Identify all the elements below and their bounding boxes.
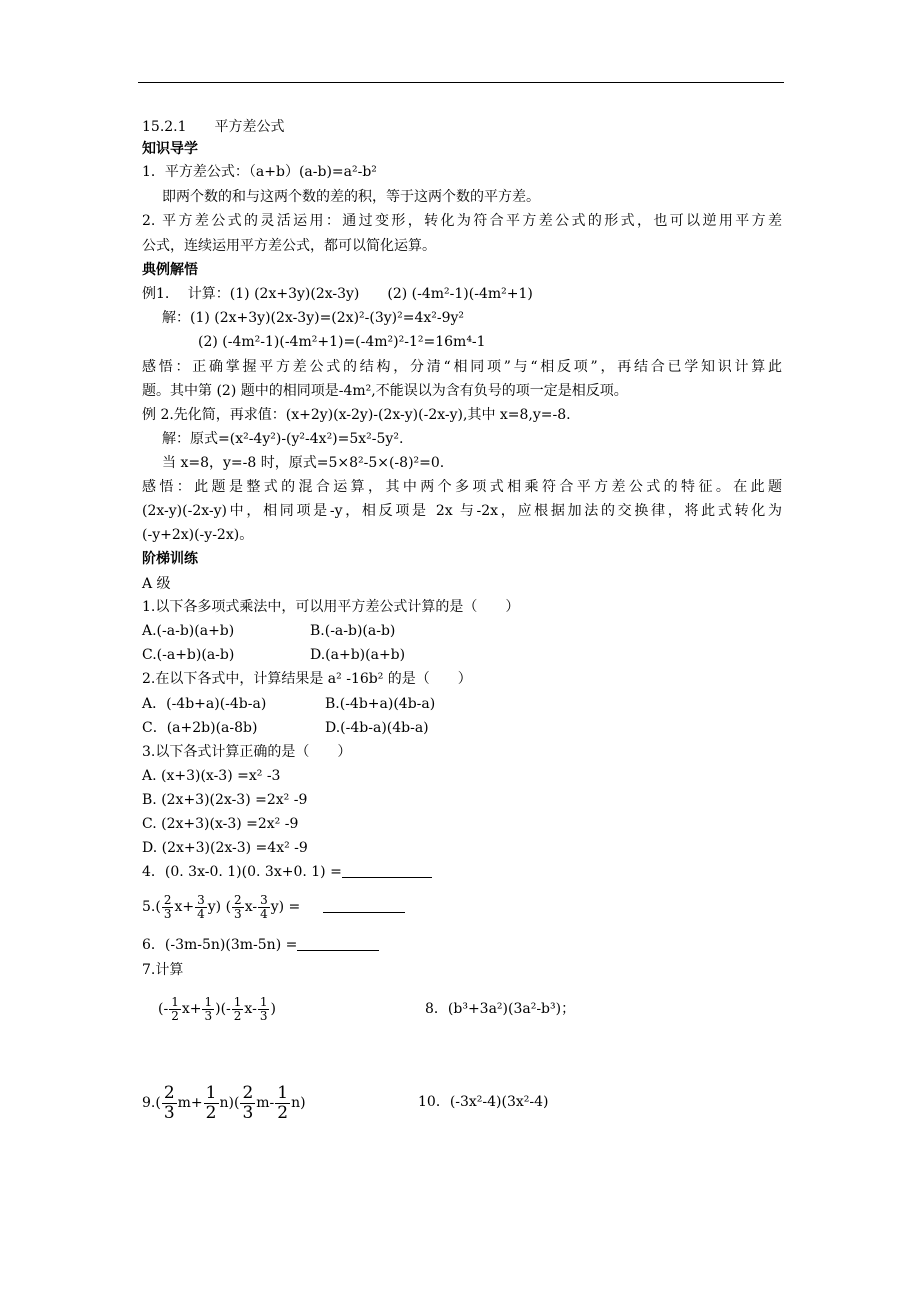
level-label: A 级	[142, 576, 171, 592]
knowledge-formula: 1．平方差公式：（a+b）(a-b)=a²-b²	[142, 164, 377, 180]
q7-label: 7.计算	[142, 962, 184, 978]
q3-option-a: A. (x+3)(x-3) =x² -3	[142, 768, 281, 784]
q7-expression: (- $\frac{1}{2}$ x+ $\frac{1}{3}$ )(- $\frac{1}{2}$ x- $\frac{1}{3}$ )	[158, 994, 276, 1023]
q7-fraction: $\frac{1}{3}$	[204, 994, 213, 1023]
example2-solution-1: 解：原式=(x²-4y²)-(y²-4x²)=5x²-5y².	[162, 431, 404, 447]
q1-option-c: C.(-a+b)(a-b)	[142, 647, 235, 663]
example1-solution-1: 解：(1) (2x+3y)(2x-3y)=(2x)²-(3y)²=4x²-9y²	[162, 310, 465, 326]
q9-fraction: $\frac{2}{3}$	[163, 1082, 175, 1123]
q3-option-d: D. (2x+3)(2x-3) =4x² -9	[142, 840, 308, 856]
q1-option-a: A.(-a-b)(a+b)	[142, 623, 235, 639]
q4	[142, 862, 432, 882]
q1-option-d: D.(a+b)(a+b)	[310, 647, 406, 663]
q8-expression: 8．(b³+3a²)(3a²-b³)；	[425, 1001, 576, 1017]
q3-option-c: C. (2x+3)(x-3) =2x² -9	[142, 816, 299, 832]
knowledge-usage-line2: 公式，连续运用平方差公式，都可以简化运算。	[142, 238, 436, 254]
q5-label: 5.	[142, 899, 156, 915]
q5-fraction: $\frac{3}{4}$	[197, 892, 205, 921]
q1-option-b: B.(-a-b)(a-b)	[310, 623, 396, 639]
q9-expression: 9.( $\frac{2}{3}$ m+ $\frac{1}{2}$ n)( $\frac{2}{3}$ m- $\frac{1}{2}$ n)	[142, 1082, 306, 1123]
q10-expression: 10．(-3x²-4)(3x²-4)	[418, 1094, 549, 1110]
section-title: 15.2.1 平方差公式	[142, 119, 285, 135]
heading-training: 阶梯训练	[142, 551, 198, 567]
q6	[142, 935, 379, 955]
q5-fraction: $\frac{2}{3}$	[163, 892, 172, 921]
q9-fraction: $\frac{1}{2}$	[205, 1082, 217, 1123]
example2-insight-line3: (-y+2x)(-y-2x)。	[142, 527, 254, 543]
knowledge-usage-line1: 2. 平方差公式的灵活运用：通过变形，转化为符合平方差公式的形式，也可以逆用平方差	[142, 213, 782, 229]
header-rule	[138, 82, 784, 83]
q6-expression: 6．(-3m-5n)(3m-5n) =	[142, 937, 298, 953]
q5: 5.( $\frac{2}{3}$ x+ $\frac{3}{4}$ y) ( $\frac{2}{3}$ x- $\frac{3}{4}$ y) =	[142, 892, 405, 922]
q9-label: 9.	[142, 1095, 156, 1111]
knowledge-formula-note: 即两个数的和与这两个数的差的积，等于这两个数的平方差。	[162, 189, 540, 205]
example1-insight-line1: 感悟：正确掌握平方差公式的结构，分清“相同项”与“相反项”，再结合已学知识计算此	[142, 359, 782, 375]
q2-stem: 2.在以下各式中，计算结果是 a² -16b² 的是（ ）	[142, 671, 472, 687]
q9-fraction: $\frac{1}{2}$	[277, 1082, 289, 1123]
q7-fraction: $\frac{1}{2}$	[171, 994, 179, 1023]
q5-fraction: $\frac{3}{4}$	[260, 892, 268, 921]
example2-solution-2: 当 x=8，y=-8 时，原式=5×8²-5×(-8)²=0.	[162, 455, 445, 471]
q2-option-d: D.(-4b-a)(4b-a)	[325, 720, 429, 736]
q1-stem: 1.以下各多项式乘法中，可以用平方差公式计算的是（ ）	[142, 599, 520, 615]
q7-fraction: $\frac{1}{2}$	[233, 994, 242, 1023]
example2-insight-line1: 感悟：此题是整式的混合运算，其中两个多项式相乘符合平方差公式的特征。在此题	[142, 479, 782, 495]
q4-expression: 4．(0. 3x-0. 1)(0. 3x+0. 1) =	[142, 864, 342, 880]
q7-fraction: $\frac{1}{3}$	[259, 994, 268, 1023]
example1-solution-2: (2) (-4m²-1)(-4m²+1)=(-4m²)²-1²=16m⁴-1	[198, 334, 486, 350]
q6-answer-blank[interactable]	[297, 936, 379, 951]
heading-knowledge: 知识导学	[142, 141, 198, 157]
q2-option-c: C．(a+2b)(a-8b)	[142, 720, 258, 736]
example2-question: 例 2.先化简，再求值：(x+2y)(x-2y)-(2x-y)(-2x-y),其中 x=8,y=-8.	[142, 407, 571, 423]
q4-answer-blank[interactable]	[342, 863, 432, 878]
example1-insight-line2: 题。其中第 (2) 题中的相同项是-4m²,不能误以为含有负号的项一定是相反项。	[142, 383, 628, 399]
q2-option-b: B.(-4b+a)(4b-a)	[325, 696, 436, 712]
q3-stem: 3.以下各式计算正确的是（ ）	[142, 744, 352, 760]
q2-option-a: A．(-4b+a)(-4b-a)	[142, 696, 267, 712]
q5-answer-blank[interactable]	[323, 898, 405, 913]
q3-option-b: B. (2x+3)(2x-3) =2x² -9	[142, 792, 308, 808]
q9-fraction: $\frac{2}{3}$	[242, 1082, 254, 1123]
q5-fraction: $\frac{2}{3}$	[234, 892, 242, 921]
example1-question: 例1. 计算：(1) (2x+3y)(2x-3y) (2) (-4m²-1)(-4m²+1)	[142, 286, 533, 302]
heading-examples: 典例解悟	[142, 262, 198, 278]
example2-insight-line2: (2x-y)(-2x-y)中，相同项是-y，相反项是 2x 与-2x，应根据加法的交换律，将此式转化为	[142, 503, 782, 519]
